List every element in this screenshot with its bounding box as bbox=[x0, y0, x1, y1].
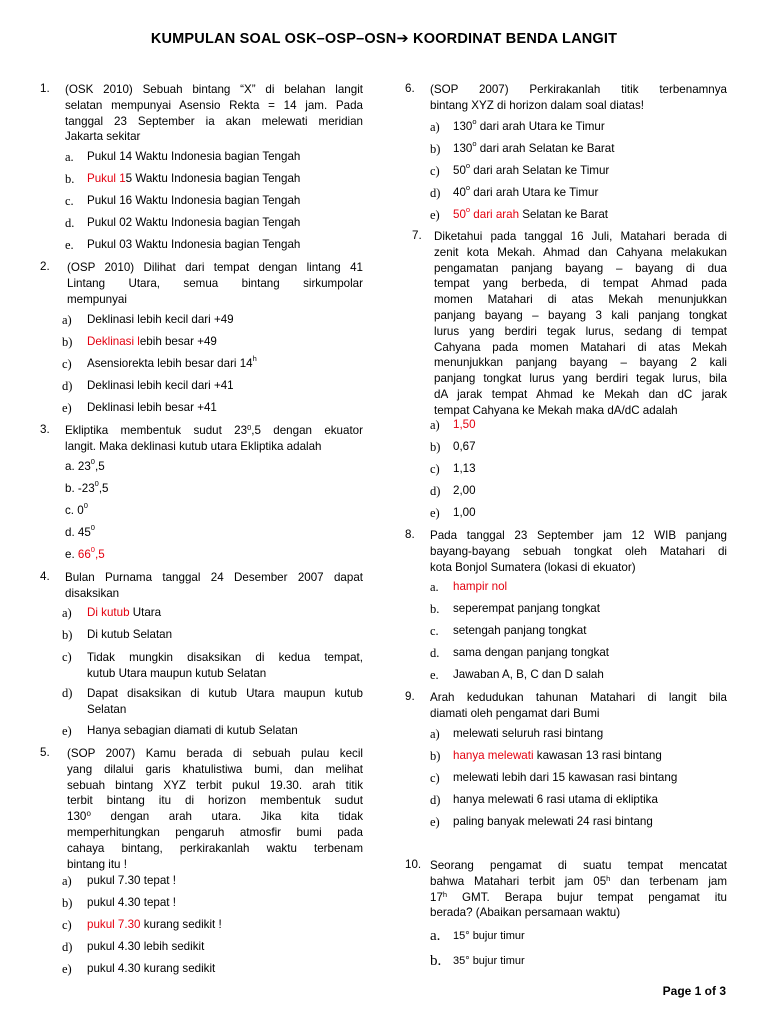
option-text: Pukul 02 Waktu Indonesia bagian Tengah bbox=[87, 216, 301, 229]
text-line: disaksikan bbox=[65, 586, 120, 600]
option-text: Di kutub Selatan bbox=[87, 628, 173, 641]
option-text: 35° bujur timur bbox=[453, 955, 525, 967]
option-label: c. bbox=[430, 624, 439, 638]
superscript: 0 bbox=[90, 457, 95, 466]
text-line: (OSK 2010) Sebuah bintang “X” di belahan langit bbox=[65, 83, 363, 96]
text-line: bahwa Matahari terbit jam 05 bbox=[430, 874, 607, 888]
option-text: b. -23 bbox=[65, 482, 95, 495]
text-line: selatan mempunyai Asensio Rekta = 14 jam. Pada bbox=[65, 98, 363, 112]
text-line: cahaya bintang, perkirakanlah waktu terbenam bbox=[67, 841, 363, 855]
answer-highlight: Deklinasi l bbox=[87, 335, 140, 348]
option-label: b) bbox=[430, 749, 441, 763]
text-line: lurus yang berdiri tegak lurus, sedang di tempat bbox=[434, 324, 727, 338]
superscript: 0 bbox=[90, 545, 95, 554]
option-label: e. bbox=[430, 668, 439, 682]
option-text: 2,00 bbox=[453, 484, 476, 497]
option-label: b) bbox=[430, 440, 441, 454]
option-text: 1,13 bbox=[453, 462, 476, 475]
option-text: Pukul 14 Waktu Indonesia bagian Tengah bbox=[87, 150, 301, 163]
text-line: mempunyai bbox=[67, 292, 127, 306]
option-text: setengah panjang tongkat bbox=[453, 624, 587, 637]
option-label: a. bbox=[430, 928, 441, 944]
option-text: a. 23 bbox=[65, 460, 91, 473]
option-text: 0,67 bbox=[453, 440, 476, 453]
text-line: pengamatan panjang bayang – bayang di dua bbox=[434, 261, 727, 275]
option-text: 1,00 bbox=[453, 506, 476, 519]
option-text: 130 bbox=[453, 142, 473, 155]
option-text: d. 45 bbox=[65, 526, 91, 539]
text-line: bintang itu ! bbox=[67, 857, 127, 871]
option-text: seperempat panjang tongkat bbox=[453, 602, 600, 615]
text-line: (SOP 2007) Perkirakanlah titik terbenamnya bbox=[430, 83, 727, 96]
superscript: h bbox=[252, 354, 257, 363]
answer-highlight: 66 bbox=[77, 548, 91, 561]
text-line: sebuah bintang XYZ terbit pukul 19.30. arah titik bbox=[67, 778, 363, 792]
question-text bbox=[67, 260, 363, 307]
option-text: Pukul 03 Waktu Indonesia bagian Tengah bbox=[87, 238, 301, 251]
text-line: kota Bonjol Sumatera (lokasi di ekuator) bbox=[430, 560, 636, 574]
page-number: Page 1 of 3 bbox=[662, 984, 726, 998]
text-line: (OSP 2010) Dilihat dari tempat dengan lintang 41 bbox=[67, 261, 363, 274]
q4-option-d[interactable] bbox=[62, 686, 363, 718]
text-line: panjang bayang – bayang 3 kali panjang tongkat bbox=[434, 308, 727, 322]
option-text: dari arah Selatan ke Timur bbox=[470, 164, 610, 177]
option-label: e) bbox=[430, 815, 440, 829]
question-text bbox=[430, 528, 727, 575]
text-line: bayang-bayang sebuah tongkat oleh Matahari di bbox=[430, 544, 727, 558]
q3-option-c[interactable] bbox=[65, 501, 88, 517]
option-label: d) bbox=[430, 793, 441, 807]
option-text: sama dengan panjang tongkat bbox=[453, 646, 609, 659]
option-text: pukul 7.30 tepat ! bbox=[87, 874, 176, 887]
text-line: tempat yang berbeda, di tempat Ahmad pada bbox=[434, 277, 727, 291]
option-text: Deklinasi lebih kecil dari +49 bbox=[87, 313, 234, 326]
text-line: dan terbenam jam bbox=[610, 874, 728, 888]
option-label: e. bbox=[65, 238, 74, 252]
option-text: ebih besar +49 bbox=[139, 335, 217, 348]
option-text: Deklinasi lebih besar +41 bbox=[87, 401, 217, 414]
answer-highlight: Pukul 1 bbox=[87, 172, 126, 185]
question-number: 9. bbox=[405, 690, 415, 703]
superscript: o bbox=[465, 183, 471, 192]
text-line: tempat Cahyana ke Mekah maka dA/dC adalah bbox=[434, 403, 678, 417]
option-label: c. bbox=[65, 194, 74, 208]
option-label: a. bbox=[430, 580, 439, 594]
option-text: Asensiorekta lebih besar dari 14 bbox=[87, 357, 253, 370]
option-text: dari arah Selatan ke Barat bbox=[476, 142, 615, 155]
text-line: GMT. Berapa bujur tempat pengamat itu bbox=[447, 890, 727, 904]
superscript: h bbox=[442, 889, 448, 899]
question-text bbox=[65, 570, 363, 602]
option-label: e) bbox=[62, 962, 72, 976]
superscript: o bbox=[472, 139, 477, 148]
option-text: Deklinasi lebih kecil dari +41 bbox=[87, 379, 234, 392]
q3-option-a[interactable] bbox=[65, 457, 105, 473]
option-label: b) bbox=[62, 896, 73, 910]
text-line: memperhitungkan pengaruh atmosfir bumi pada bbox=[67, 825, 363, 839]
option-label: b) bbox=[62, 335, 73, 349]
question-number: 8. bbox=[405, 528, 415, 541]
text-line: (SOP 2007) Kamu berada di sebuah pulau kecil bbox=[67, 747, 363, 760]
superscript: o bbox=[472, 117, 477, 126]
text-line: Arah kedudukan tahunan Matahari di langit bila bbox=[430, 691, 727, 704]
question-text bbox=[65, 82, 363, 145]
option-text: Jawaban A, B, C dan D salah bbox=[453, 668, 604, 681]
question-number: 6. bbox=[405, 82, 415, 95]
option-text: Tidak mungkin disaksikan di kedua tempat, bbox=[87, 651, 363, 664]
option-label: d. bbox=[65, 216, 75, 230]
text-line: panjang tongkat lurus yang berdiri tegak lurus, bila bbox=[434, 372, 727, 386]
question-text bbox=[434, 229, 727, 419]
option-label: a) bbox=[62, 313, 72, 327]
option-label: c) bbox=[62, 918, 72, 932]
option-label: a) bbox=[62, 874, 72, 888]
option-label: c) bbox=[430, 462, 440, 476]
superscript: o bbox=[465, 205, 471, 214]
text-line: Pada tanggal 23 September jam 12 WIB panjang bbox=[430, 529, 727, 542]
text-line: Diketahui pada tanggal 16 Juli, Matahari berada di bbox=[434, 230, 727, 243]
option-label: a) bbox=[430, 120, 440, 134]
question-text bbox=[67, 746, 363, 872]
question-number: 3. bbox=[40, 423, 50, 436]
option-label: e) bbox=[430, 208, 440, 222]
option-label: b) bbox=[430, 142, 441, 156]
question-text bbox=[65, 423, 363, 455]
option-label: c) bbox=[62, 650, 72, 664]
superscript: 0 bbox=[247, 423, 252, 432]
text-line: dA jarak tempat Ahmad ke Mekah dan dC jarak bbox=[434, 387, 727, 401]
text-line: Cahyana pada momen Matahari di atas Mekah bbox=[434, 340, 727, 354]
answer-highlight: ,5 bbox=[94, 548, 105, 561]
option-text: 130 bbox=[453, 120, 473, 133]
superscript: 0 bbox=[83, 501, 88, 510]
superscript: 0 bbox=[94, 479, 99, 488]
option-label: b) bbox=[62, 628, 73, 642]
option-text: hanya melewati 6 rasi utama di ekliptika bbox=[453, 793, 658, 806]
option-text: 5 Waktu Indonesia bagian Tengah bbox=[125, 172, 301, 185]
text-line: menunjukkan panjang bayang – bayang 2 kali bbox=[434, 356, 727, 370]
option-text: kurang sedikit ! bbox=[140, 918, 222, 931]
superscript: 0 bbox=[90, 523, 95, 532]
option-text: ,5 bbox=[98, 482, 109, 495]
text-line: yang dilalui garis khatulistiwa bumi, dan melihat bbox=[67, 762, 363, 776]
q3-option-b[interactable] bbox=[65, 479, 109, 495]
answer-highlight: hampir nol bbox=[453, 580, 508, 593]
option-label: a. bbox=[65, 150, 74, 164]
option-text: Dapat disaksikan di kutub Utara maupun kutub bbox=[87, 687, 363, 700]
superscript: o bbox=[465, 161, 471, 170]
text-line: 17 bbox=[430, 890, 443, 904]
option-label: d. bbox=[430, 646, 440, 660]
question-text bbox=[430, 690, 727, 722]
question-number: 7. bbox=[412, 229, 422, 242]
text-line: Bulan Purnama tanggal 24 Desember 2007 dapat bbox=[65, 571, 363, 584]
text-line: ,5 dengan ekuator bbox=[251, 424, 363, 437]
option-label: b. bbox=[430, 953, 442, 969]
option-label: c) bbox=[430, 771, 440, 785]
option-label: b. bbox=[430, 602, 440, 616]
option-text: ,5 bbox=[94, 460, 105, 473]
question-number: 2. bbox=[40, 260, 50, 273]
option-text: c. 0 bbox=[65, 504, 84, 517]
option-text: Selatan ke Barat bbox=[519, 208, 609, 221]
text-line: 130⁰ dengan arah utara. Jika kita tidak bbox=[67, 810, 363, 824]
option-text: paling banyak melewati 24 rasi bintang bbox=[453, 815, 653, 828]
text-line: diamati oleh pengamat dari Bumi bbox=[430, 706, 600, 720]
answer-highlight: Di kutub bbox=[87, 606, 133, 619]
text-line: berada? (Abaikan persamaan waktu) bbox=[430, 906, 621, 920]
option-label: c) bbox=[62, 357, 72, 371]
answer-highlight: 1,50 bbox=[453, 418, 476, 431]
question-number: 10. bbox=[405, 858, 422, 871]
text-line: tanggal 23 September ia akan melewati meridian bbox=[65, 114, 363, 128]
text-line: Jakarta sekitar bbox=[65, 130, 141, 144]
option-text: melewati lebih dari 15 kawasan rasi bintang bbox=[453, 771, 678, 784]
text-line: Lintang Utara, semua bintang sirkumpolar bbox=[67, 276, 363, 290]
text-line: Ekliptika membentuk sudut 23 bbox=[65, 424, 248, 437]
question-text bbox=[430, 858, 727, 921]
option-text: Pukul 16 Waktu Indonesia bagian Tengah bbox=[87, 194, 301, 207]
option-text: Hanya sebagian diamati di kutub Selatan bbox=[87, 724, 298, 737]
q4-option-c[interactable] bbox=[62, 650, 363, 682]
question-number: 4. bbox=[40, 570, 50, 583]
answer-highlight: pukul 7.30 bbox=[87, 918, 141, 931]
text-line: Seorang pengamat di suatu tempat mencatat bbox=[430, 859, 727, 872]
answer-highlight: dari arah bbox=[470, 208, 520, 221]
question-number: 5. bbox=[40, 746, 50, 759]
option-text: kutub Utara maupun kutub Selatan bbox=[87, 666, 267, 680]
q3-option-e[interactable] bbox=[65, 545, 105, 561]
option-label: c) bbox=[430, 164, 440, 178]
option-text: dari arah Utara ke Timur bbox=[476, 120, 605, 133]
option-text: melewati seluruh rasi bintang bbox=[453, 727, 604, 740]
question-text bbox=[430, 82, 727, 114]
option-text: Utara bbox=[132, 606, 162, 619]
option-label: a) bbox=[430, 418, 440, 432]
option-label: e) bbox=[62, 724, 72, 738]
option-text: pukul 4.30 tepat ! bbox=[87, 896, 176, 909]
option-text: 40 bbox=[453, 186, 466, 199]
superscript: h bbox=[606, 873, 611, 883]
option-label: d) bbox=[430, 186, 441, 200]
option-label: b. bbox=[65, 172, 75, 186]
answer-highlight: hanya melewati bbox=[453, 749, 534, 762]
option-text: dari arah Utara ke Timur bbox=[470, 186, 599, 199]
question-number: 1. bbox=[40, 82, 50, 95]
text-line: momen Matahari di atas Mekah menunjukkan bbox=[434, 293, 727, 307]
option-text: pukul 4.30 lebih sedikit bbox=[87, 940, 205, 953]
option-text: 15° bujur timur bbox=[453, 930, 525, 942]
option-label: a) bbox=[430, 727, 440, 741]
page-title: KUMPULAN SOAL OSK–OSP–OSN➔ KOORDINAT BENDA LANGIT bbox=[150, 31, 618, 47]
answer-highlight: 50 bbox=[453, 208, 466, 221]
text-line: bintang XYZ di horizon dalam soal diatas! bbox=[430, 98, 644, 112]
option-text: pukul 4.30 kurang sedikit bbox=[87, 962, 216, 975]
text-line: langit. Maka deklinasi kutub utara Ekliptika adalah bbox=[65, 439, 322, 453]
option-text: Selatan bbox=[87, 702, 127, 716]
q3-option-d[interactable] bbox=[65, 523, 95, 539]
option-text: kawasan 13 rasi bintang bbox=[533, 749, 662, 762]
option-label: d) bbox=[62, 686, 73, 700]
option-label: e) bbox=[430, 506, 440, 520]
option-label: e. bbox=[65, 548, 78, 561]
text-line: terbit bintang itu di horizon membentuk sudut bbox=[67, 794, 363, 808]
option-text: 50 bbox=[453, 164, 466, 177]
text-line: zenit kota Mekah. Ahmad dan Cahyana melakukan bbox=[434, 245, 727, 259]
option-label: d) bbox=[430, 484, 441, 498]
option-label: e) bbox=[62, 401, 72, 415]
option-label: d) bbox=[62, 379, 73, 393]
option-label: a) bbox=[62, 606, 72, 620]
option-label: d) bbox=[62, 940, 73, 954]
